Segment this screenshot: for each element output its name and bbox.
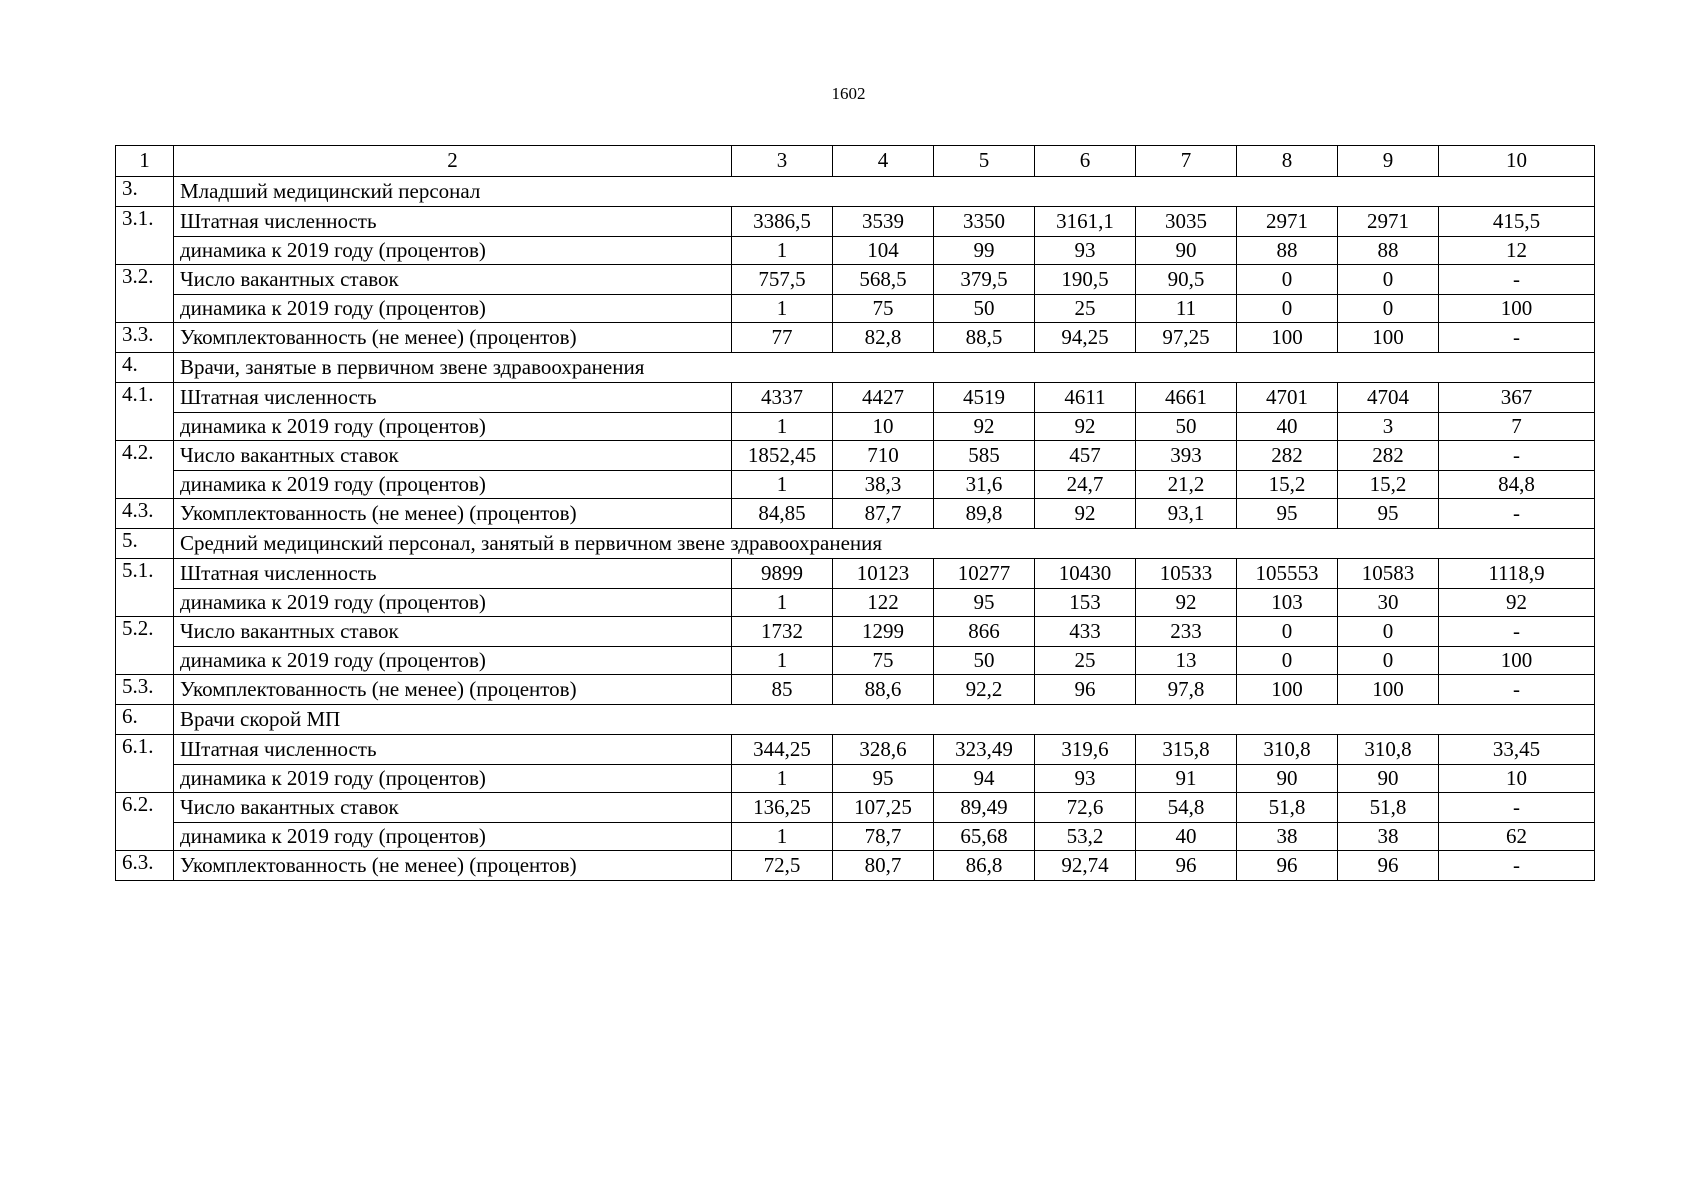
- value-cell: 90,5: [1136, 265, 1237, 295]
- value-cell: 1732: [732, 617, 833, 647]
- value-cell: 10533: [1136, 559, 1237, 589]
- value-cell: 282: [1237, 441, 1338, 471]
- value-cell: 86,8: [934, 851, 1035, 881]
- value-cell: 310,8: [1338, 735, 1439, 765]
- value-cell: 100: [1237, 323, 1338, 353]
- row-label: Штатная численность: [174, 735, 732, 765]
- value-cell: 1: [732, 295, 833, 323]
- header-cell: 7: [1136, 146, 1237, 177]
- value-cell: 88,5: [934, 323, 1035, 353]
- row-label: динамика к 2019 году (процентов): [174, 295, 732, 323]
- header-cell: 10: [1439, 146, 1595, 177]
- value-cell: 233: [1136, 617, 1237, 647]
- value-cell: 4704: [1338, 383, 1439, 413]
- value-cell: 757,5: [732, 265, 833, 295]
- value-cell: 84,8: [1439, 471, 1595, 499]
- header-cell: 3: [732, 146, 833, 177]
- value-cell: 1: [732, 471, 833, 499]
- table-row: [116, 735, 1595, 765]
- value-cell: 50: [934, 647, 1035, 675]
- value-cell: 344,25: [732, 735, 833, 765]
- value-cell: 24,7: [1035, 471, 1136, 499]
- value-cell: 2971: [1237, 207, 1338, 237]
- table-row: [116, 765, 1595, 793]
- value-cell: 93,1: [1136, 499, 1237, 529]
- item-number: 5.3.: [116, 675, 174, 705]
- value-cell: 93: [1035, 237, 1136, 265]
- row-label: динамика к 2019 году (процентов): [174, 237, 732, 265]
- row-label: динамика к 2019 году (процентов): [174, 647, 732, 675]
- value-cell: 72,6: [1035, 793, 1136, 823]
- value-cell: 75: [833, 647, 934, 675]
- table-row: [116, 413, 1595, 441]
- value-cell: 92,2: [934, 675, 1035, 705]
- row-label: динамика к 2019 году (процентов): [174, 765, 732, 793]
- value-cell: 0: [1237, 295, 1338, 323]
- value-cell: 0: [1338, 647, 1439, 675]
- value-cell: 96: [1237, 851, 1338, 881]
- item-number: 4.2.: [116, 441, 174, 499]
- section-number: 4.: [116, 353, 174, 383]
- value-cell: 153: [1035, 589, 1136, 617]
- value-cell: 100: [1439, 295, 1595, 323]
- value-cell: 4427: [833, 383, 934, 413]
- value-cell: -: [1439, 793, 1595, 823]
- table-row: [116, 295, 1595, 323]
- value-cell: 10: [833, 413, 934, 441]
- value-cell: 323,49: [934, 735, 1035, 765]
- value-cell: 1: [732, 823, 833, 851]
- value-cell: 88: [1338, 237, 1439, 265]
- table-row: [116, 559, 1595, 589]
- value-cell: 85: [732, 675, 833, 705]
- value-cell: 94,25: [1035, 323, 1136, 353]
- value-cell: 82,8: [833, 323, 934, 353]
- value-cell: 282: [1338, 441, 1439, 471]
- value-cell: 585: [934, 441, 1035, 471]
- value-cell: 89,8: [934, 499, 1035, 529]
- table-row: [116, 383, 1595, 413]
- value-cell: 4701: [1237, 383, 1338, 413]
- value-cell: 393: [1136, 441, 1237, 471]
- value-cell: 90: [1338, 765, 1439, 793]
- value-cell: 15,2: [1338, 471, 1439, 499]
- value-cell: 1: [732, 765, 833, 793]
- value-cell: 3386,5: [732, 207, 833, 237]
- value-cell: 84,85: [732, 499, 833, 529]
- value-cell: 415,5: [1439, 207, 1595, 237]
- value-cell: 92,74: [1035, 851, 1136, 881]
- value-cell: 379,5: [934, 265, 1035, 295]
- row-label: Укомплектованность (не менее) (процентов): [174, 499, 732, 529]
- table-row: [116, 471, 1595, 499]
- row-label: Число вакантных ставок: [174, 441, 732, 471]
- row-label: динамика к 2019 году (процентов): [174, 471, 732, 499]
- value-cell: 51,8: [1338, 793, 1439, 823]
- value-cell: 90: [1237, 765, 1338, 793]
- value-cell: 51,8: [1237, 793, 1338, 823]
- value-cell: 92: [1035, 413, 1136, 441]
- value-cell: 190,5: [1035, 265, 1136, 295]
- value-cell: 1: [732, 237, 833, 265]
- value-cell: 88: [1237, 237, 1338, 265]
- value-cell: 30: [1338, 589, 1439, 617]
- value-cell: 96: [1035, 675, 1136, 705]
- row-label: Штатная численность: [174, 559, 732, 589]
- value-cell: 2971: [1338, 207, 1439, 237]
- value-cell: 1118,9: [1439, 559, 1595, 589]
- row-label: динамика к 2019 году (процентов): [174, 589, 732, 617]
- value-cell: 40: [1136, 823, 1237, 851]
- value-cell: 3539: [833, 207, 934, 237]
- value-cell: 25: [1035, 647, 1136, 675]
- value-cell: 105553: [1237, 559, 1338, 589]
- value-cell: 50: [934, 295, 1035, 323]
- row-label: Штатная численность: [174, 207, 732, 237]
- value-cell: -: [1439, 675, 1595, 705]
- value-cell: 50: [1136, 413, 1237, 441]
- value-cell: 10: [1439, 765, 1595, 793]
- value-cell: 1299: [833, 617, 934, 647]
- section-row: [116, 529, 1595, 559]
- value-cell: 3350: [934, 207, 1035, 237]
- section-title: Врачи, занятые в первичном звене здравоохранения: [174, 353, 1595, 383]
- value-cell: -: [1439, 323, 1595, 353]
- value-cell: 89,49: [934, 793, 1035, 823]
- value-cell: -: [1439, 265, 1595, 295]
- value-cell: 99: [934, 237, 1035, 265]
- table-row: [116, 647, 1595, 675]
- value-cell: 94: [934, 765, 1035, 793]
- value-cell: 15,2: [1237, 471, 1338, 499]
- section-number: 6.: [116, 705, 174, 735]
- value-cell: 38: [1338, 823, 1439, 851]
- value-cell: 0: [1237, 647, 1338, 675]
- value-cell: 3035: [1136, 207, 1237, 237]
- value-cell: 866: [934, 617, 1035, 647]
- table-row: [116, 265, 1595, 295]
- value-cell: 0: [1338, 617, 1439, 647]
- table-row: [116, 323, 1595, 353]
- item-number: 3.1.: [116, 207, 174, 265]
- value-cell: 75: [833, 295, 934, 323]
- value-cell: 12: [1439, 237, 1595, 265]
- row-label: Число вакантных ставок: [174, 617, 732, 647]
- staffing-table: [115, 145, 1595, 881]
- value-cell: 568,5: [833, 265, 934, 295]
- value-cell: 10430: [1035, 559, 1136, 589]
- table-row: [116, 793, 1595, 823]
- value-cell: 53,2: [1035, 823, 1136, 851]
- item-number: 5.1.: [116, 559, 174, 617]
- value-cell: 4661: [1136, 383, 1237, 413]
- value-cell: 25: [1035, 295, 1136, 323]
- item-number: 6.3.: [116, 851, 174, 881]
- item-number: 6.1.: [116, 735, 174, 793]
- table-body: [116, 146, 1595, 881]
- value-cell: 10123: [833, 559, 934, 589]
- value-cell: 3: [1338, 413, 1439, 441]
- row-label: динамика к 2019 году (процентов): [174, 823, 732, 851]
- value-cell: 88,6: [833, 675, 934, 705]
- value-cell: 1: [732, 647, 833, 675]
- value-cell: 10583: [1338, 559, 1439, 589]
- header-cell: 4: [833, 146, 934, 177]
- value-cell: 328,6: [833, 735, 934, 765]
- value-cell: 7: [1439, 413, 1595, 441]
- section-row: [116, 177, 1595, 207]
- value-cell: 433: [1035, 617, 1136, 647]
- page-number: 1602: [831, 84, 866, 103]
- value-cell: 100: [1338, 323, 1439, 353]
- table-row: [116, 499, 1595, 529]
- value-cell: -: [1439, 499, 1595, 529]
- value-cell: 315,8: [1136, 735, 1237, 765]
- value-cell: 4337: [732, 383, 833, 413]
- value-cell: 77: [732, 323, 833, 353]
- value-cell: 62: [1439, 823, 1595, 851]
- value-cell: 0: [1237, 617, 1338, 647]
- value-cell: 457: [1035, 441, 1136, 471]
- item-number: 4.1.: [116, 383, 174, 441]
- section-title: Врачи скорой МП: [174, 705, 1595, 735]
- header-row: [116, 146, 1595, 177]
- header-cell: 1: [116, 146, 174, 177]
- item-number: 3.2.: [116, 265, 174, 323]
- value-cell: 319,6: [1035, 735, 1136, 765]
- value-cell: 4519: [934, 383, 1035, 413]
- value-cell: 10277: [934, 559, 1035, 589]
- value-cell: 78,7: [833, 823, 934, 851]
- value-cell: 3161,1: [1035, 207, 1136, 237]
- value-cell: 38: [1237, 823, 1338, 851]
- item-number: 6.2.: [116, 793, 174, 851]
- table-row: [116, 207, 1595, 237]
- value-cell: -: [1439, 617, 1595, 647]
- section-number: 5.: [116, 529, 174, 559]
- section-title: Средний медицинский персонал, занятый в первичном звене здравоохранения: [174, 529, 1595, 559]
- value-cell: 0: [1338, 295, 1439, 323]
- value-cell: 104: [833, 237, 934, 265]
- value-cell: 21,2: [1136, 471, 1237, 499]
- value-cell: -: [1439, 441, 1595, 471]
- value-cell: 103: [1237, 589, 1338, 617]
- item-number: 3.3.: [116, 323, 174, 353]
- header-cell: 9: [1338, 146, 1439, 177]
- value-cell: 13: [1136, 647, 1237, 675]
- value-cell: 107,25: [833, 793, 934, 823]
- value-cell: 367: [1439, 383, 1595, 413]
- row-label: Укомплектованность (не менее) (процентов): [174, 323, 732, 353]
- header-cell: 8: [1237, 146, 1338, 177]
- table-row: [116, 675, 1595, 705]
- value-cell: 97,8: [1136, 675, 1237, 705]
- value-cell: 92: [1035, 499, 1136, 529]
- value-cell: 95: [934, 589, 1035, 617]
- value-cell: 710: [833, 441, 934, 471]
- table-row: [116, 589, 1595, 617]
- table-row: [116, 441, 1595, 471]
- value-cell: 40: [1237, 413, 1338, 441]
- row-label: Укомплектованность (не менее) (процентов): [174, 675, 732, 705]
- value-cell: 1: [732, 413, 833, 441]
- value-cell: 92: [934, 413, 1035, 441]
- value-cell: 4611: [1035, 383, 1136, 413]
- table-row: [116, 617, 1595, 647]
- value-cell: 310,8: [1237, 735, 1338, 765]
- value-cell: 87,7: [833, 499, 934, 529]
- table-row: [116, 237, 1595, 265]
- value-cell: 1: [732, 589, 833, 617]
- value-cell: 90: [1136, 237, 1237, 265]
- row-label: Число вакантных ставок: [174, 793, 732, 823]
- table-row: [116, 823, 1595, 851]
- value-cell: 9899: [732, 559, 833, 589]
- value-cell: 100: [1439, 647, 1595, 675]
- value-cell: 96: [1136, 851, 1237, 881]
- value-cell: 91: [1136, 765, 1237, 793]
- value-cell: 92: [1439, 589, 1595, 617]
- table-row: [116, 851, 1595, 881]
- item-number: 5.2.: [116, 617, 174, 675]
- value-cell: 122: [833, 589, 934, 617]
- value-cell: 93: [1035, 765, 1136, 793]
- value-cell: 31,6: [934, 471, 1035, 499]
- value-cell: 136,25: [732, 793, 833, 823]
- value-cell: -: [1439, 851, 1595, 881]
- value-cell: 38,3: [833, 471, 934, 499]
- value-cell: 54,8: [1136, 793, 1237, 823]
- value-cell: 1852,45: [732, 441, 833, 471]
- value-cell: 33,45: [1439, 735, 1595, 765]
- row-label: Укомплектованность (не менее) (процентов): [174, 851, 732, 881]
- section-title: Младший медицинский персонал: [174, 177, 1595, 207]
- value-cell: 80,7: [833, 851, 934, 881]
- value-cell: 95: [1338, 499, 1439, 529]
- section-row: [116, 705, 1595, 735]
- value-cell: 72,5: [732, 851, 833, 881]
- section-number: 3.: [116, 177, 174, 207]
- row-label: динамика к 2019 году (процентов): [174, 413, 732, 441]
- value-cell: 100: [1338, 675, 1439, 705]
- value-cell: 11: [1136, 295, 1237, 323]
- value-cell: 96: [1338, 851, 1439, 881]
- value-cell: 0: [1237, 265, 1338, 295]
- value-cell: 0: [1338, 265, 1439, 295]
- value-cell: 97,25: [1136, 323, 1237, 353]
- header-cell: 2: [174, 146, 732, 177]
- header-cell: 5: [934, 146, 1035, 177]
- item-number: 4.3.: [116, 499, 174, 529]
- value-cell: 65,68: [934, 823, 1035, 851]
- value-cell: 100: [1237, 675, 1338, 705]
- value-cell: 95: [1237, 499, 1338, 529]
- section-row: [116, 353, 1595, 383]
- value-cell: 95: [833, 765, 934, 793]
- row-label: Число вакантных ставок: [174, 265, 732, 295]
- value-cell: 92: [1136, 589, 1237, 617]
- row-label: Штатная численность: [174, 383, 732, 413]
- header-cell: 6: [1035, 146, 1136, 177]
